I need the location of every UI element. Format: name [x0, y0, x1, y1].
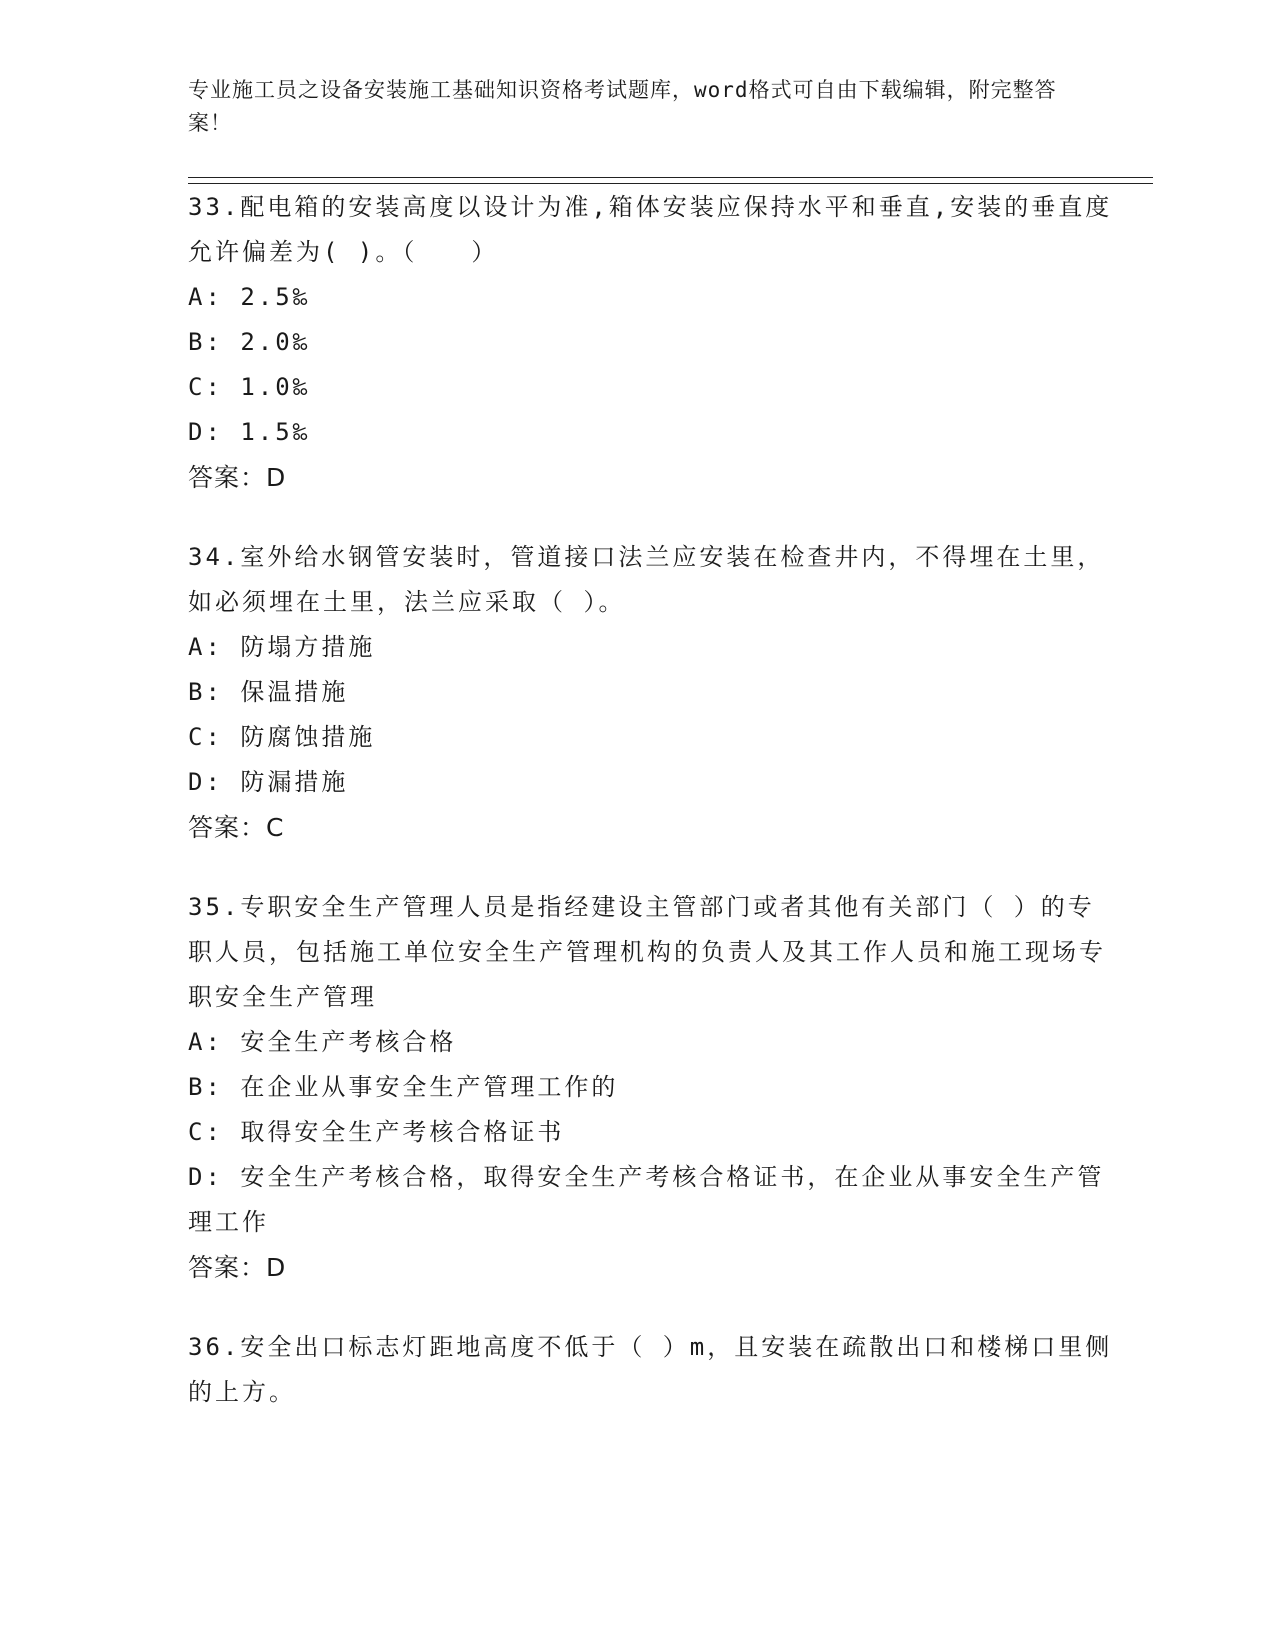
question-33 [188, 185, 1118, 500]
document-header: 专业施工员之设备安装施工基础知识资格考试题库，word格式可自由下载编辑，附完整答案！ [188, 78, 1057, 135]
option-c: C: 取得安全生产考核合格证书 [188, 1118, 565, 1146]
question-stem: 36.安全出口标志灯距地高度不低于（ ）m，且安装在疏散出口和楼梯口里侧的上方。 [188, 1333, 1113, 1406]
answer: 答案：D [188, 463, 287, 492]
option-a: A: 安全生产考核合格 [188, 1028, 457, 1056]
answer: 答案：C [188, 813, 285, 842]
option-c: C: 防腐蚀措施 [188, 723, 376, 751]
option-a: A: 2.5‰ [188, 283, 311, 311]
option-b: B: 2.0‰ [188, 328, 311, 356]
option-c: C: 1.0‰ [188, 373, 311, 401]
question-stem: 34.室外给水钢管安装时，管道接口法兰应安装在检查井内，不得埋在土里，如必须埋在土里，法兰应采取（ ）。 [188, 543, 1105, 616]
question-35 [188, 885, 1118, 1290]
option-d: D: 防漏措施 [188, 768, 349, 796]
question-34 [188, 535, 1118, 850]
option-d: D: 安全生产考核合格，取得安全生产考核合格证书，在企业从事安全生产管理工作 [188, 1163, 1105, 1236]
option-a: A: 防塌方措施 [188, 633, 376, 661]
question-stem: 35.专职安全生产管理人员是指经建设主管部门或者其他有关部门（ ）的专职人员，包括施工单位安全生产管理机构的负责人及其工作人员和施工现场专职安全生产管理 [188, 893, 1106, 1011]
option-b: B: 在企业从事安全生产管理工作的 [188, 1073, 619, 1101]
header-divider [188, 177, 1153, 184]
option-b: B: 保温措施 [188, 678, 349, 706]
question-36 [188, 1325, 1118, 1415]
answer: 答案：D [188, 1253, 287, 1282]
question-stem: 33.配电箱的安装高度以设计为准,箱体安装应保持水平和垂直,安装的垂直度允许偏差为( )。（ ） [188, 193, 1113, 266]
option-d: D: 1.5‰ [188, 418, 311, 446]
